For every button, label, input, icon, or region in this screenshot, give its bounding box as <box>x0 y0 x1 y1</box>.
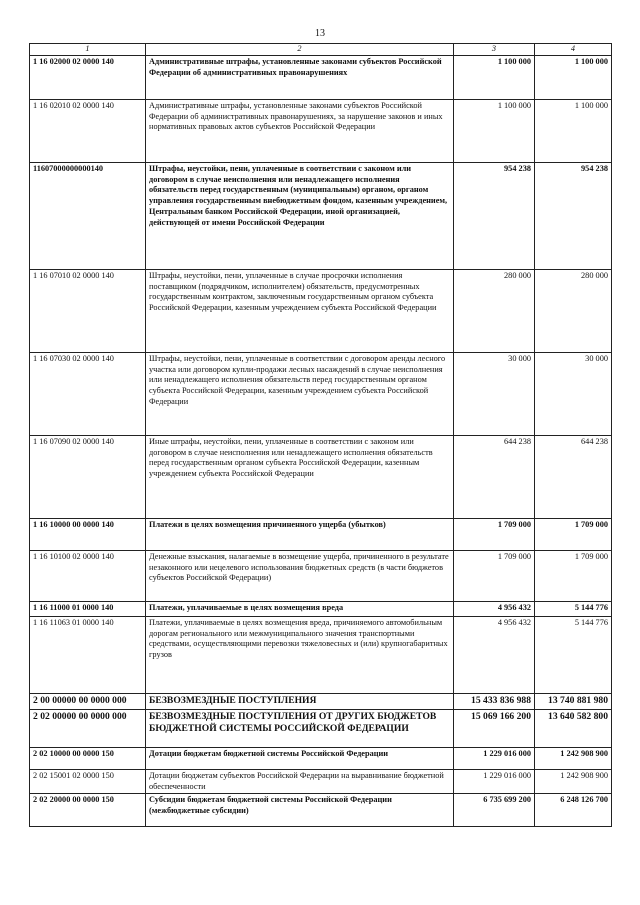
amount-year-1: 1 100 000 <box>454 99 535 162</box>
amount-year-1: 1 709 000 <box>454 550 535 601</box>
amount-year-1: 6 735 699 200 <box>454 794 535 827</box>
amount-year-2: 1 100 000 <box>535 99 612 162</box>
classification-code: 1 16 02000 02 0000 140 <box>30 55 146 99</box>
table-row <box>30 269 612 352</box>
revenue-name: Иные штрафы, неустойки, пени, уплаченные в соответствии с законом или договором в случае неисполнения или ненадлежащего исполнения обязательств перед государственным органом субъекта Российской Федерации, казенным учреждением субъекта Российской Федерации <box>146 435 454 518</box>
amount-year-2: 6 248 126 700 <box>535 794 612 827</box>
amount-year-2: 30 000 <box>535 352 612 435</box>
table-row <box>30 693 612 709</box>
classification-code: 1 16 10100 02 0000 140 <box>30 550 146 601</box>
amount-year-1: 1 709 000 <box>454 518 535 550</box>
classification-code: 2 02 15001 02 0000 150 <box>30 769 146 794</box>
amount-year-1: 4 956 432 <box>454 616 535 693</box>
revenue-name: БЕЗВОЗМЕЗДНЫЕ ПОСТУПЛЕНИЯ <box>146 693 454 709</box>
revenue-name: Штрафы, неустойки, пени, уплаченные в соответствии с законом или договором в случае неисполнения или ненадлежащего исполнения обязательств перед государственным (муниципальным) органом, органом управления государственным внебюджетным фондом, казенным учреждением, Центральным банком Российской Федерации, иной организацией, действующей от имени Российской Федерации <box>146 162 454 269</box>
amount-year-1: 1 229 016 000 <box>454 747 535 769</box>
page-number: 13 <box>315 28 325 39</box>
table-row <box>30 99 612 162</box>
revenue-name: Дотации бюджетам субъектов Российской Федерации на выравнивание бюджетной обеспеченности <box>146 769 454 794</box>
table-row <box>30 550 612 601</box>
revenue-name: Субсидии бюджетам бюджетной системы Российской Федерации (межбюджетные субсидии) <box>146 794 454 827</box>
table-row <box>30 162 612 269</box>
amount-year-1: 4 956 432 <box>454 601 535 616</box>
amount-year-1: 15 433 836 988 <box>454 693 535 709</box>
revenue-name: Денежные взыскания, налагаемые в возмещение ущерба, причиненного в результате незаконного или нецелевого использования бюджетных средств (в части бюджетов субъектов Российской Федерации) <box>146 550 454 601</box>
amount-year-2: 5 144 776 <box>535 601 612 616</box>
amount-year-2: 280 000 <box>535 269 612 352</box>
table-row <box>30 352 612 435</box>
amount-year-2: 1 242 908 900 <box>535 769 612 794</box>
column-number: 1 <box>30 44 146 56</box>
classification-code: 1 16 11063 01 0000 140 <box>30 616 146 693</box>
amount-year-1: 644 238 <box>454 435 535 518</box>
classification-code: 1 16 07030 02 0000 140 <box>30 352 146 435</box>
table-row <box>30 747 612 769</box>
budget-revenue-table <box>29 43 612 827</box>
amount-year-2: 13 740 881 980 <box>535 693 612 709</box>
revenue-name: Административные штрафы, установленные законами субъектов Российской Федерации об административных правонарушениях <box>146 55 454 99</box>
column-number: 4 <box>535 44 612 56</box>
amount-year-1: 15 069 166 200 <box>454 709 535 747</box>
amount-year-1: 30 000 <box>454 352 535 435</box>
column-number: 3 <box>454 44 535 56</box>
table-row <box>30 55 612 99</box>
classification-code: 1 16 10000 00 0000 140 <box>30 518 146 550</box>
amount-year-2: 954 238 <box>535 162 612 269</box>
amount-year-2: 1 709 000 <box>535 550 612 601</box>
table-row <box>30 518 612 550</box>
classification-code: 1 16 07090 02 0000 140 <box>30 435 146 518</box>
classification-code: 1 16 02010 02 0000 140 <box>30 99 146 162</box>
revenue-name: Платежи, уплачиваемые в целях возмещения вреда, причиняемого автомобильным дорогам регионального или межмуниципального значения транспортными средствами, осуществляющими перевозки тяжеловесных и (или) крупногабаритных грузов <box>146 616 454 693</box>
amount-year-2: 13 640 582 800 <box>535 709 612 747</box>
amount-year-2: 5 144 776 <box>535 616 612 693</box>
classification-code: 2 02 20000 00 0000 150 <box>30 794 146 827</box>
amount-year-2: 1 100 000 <box>535 55 612 99</box>
revenue-name: Дотации бюджетам бюджетной системы Российской Федерации <box>146 747 454 769</box>
amount-year-1: 1 100 000 <box>454 55 535 99</box>
amount-year-2: 1 242 908 900 <box>535 747 612 769</box>
classification-code: 2 02 00000 00 0000 000 <box>30 709 146 747</box>
classification-code: 1 16 11000 01 0000 140 <box>30 601 146 616</box>
column-number-row <box>30 44 612 56</box>
revenue-name: БЕЗВОЗМЕЗДНЫЕ ПОСТУПЛЕНИЯ ОТ ДРУГИХ БЮДЖЕТОВ БЮДЖЕТНОЙ СИСТЕМЫ РОССИЙСКОЙ ФЕДЕРАЦИИ <box>146 709 454 747</box>
table-row <box>30 794 612 827</box>
amount-year-2: 1 709 000 <box>535 518 612 550</box>
amount-year-2: 644 238 <box>535 435 612 518</box>
classification-code: 1 16 07010 02 0000 140 <box>30 269 146 352</box>
table-row <box>30 601 612 616</box>
classification-code: 11607000000000140 <box>30 162 146 269</box>
table-row <box>30 435 612 518</box>
classification-code: 2 02 10000 00 0000 150 <box>30 747 146 769</box>
classification-code: 2 00 00000 00 0000 000 <box>30 693 146 709</box>
revenue-name: Штрафы, неустойки, пени, уплаченные в соответствии с договором аренды лесного участка или договором купли-продажи лесных насаждений в случае неисполнения или ненадлежащего исполнения обязательств перед государственным органом субъекта Российской Федерации, казенным учреждением субъекта Российской Федерации <box>146 352 454 435</box>
revenue-name: Штрафы, неустойки, пени, уплаченные в случае просрочки исполнения поставщиком (подрядчиком, исполнителем) обязательств, предусмотренных государственным контрактом, заключенным государственным органом субъекта Российской Федерации, казенным учреждением субъекта Российской Федерации <box>146 269 454 352</box>
column-number: 2 <box>146 44 454 56</box>
revenue-name: Платежи в целях возмещения причиненного ущерба (убытков) <box>146 518 454 550</box>
amount-year-1: 280 000 <box>454 269 535 352</box>
amount-year-1: 954 238 <box>454 162 535 269</box>
amount-year-1: 1 229 016 000 <box>454 769 535 794</box>
table-row <box>30 709 612 747</box>
table-row <box>30 769 612 794</box>
revenue-name: Административные штрафы, установленные законами субъектов Российской Федерации об административных правонарушениях, за нарушение законов и иных нормативных правовых актов субъектов Российской Федерации <box>146 99 454 162</box>
table-row <box>30 616 612 693</box>
revenue-name: Платежи, уплачиваемые в целях возмещения вреда <box>146 601 454 616</box>
